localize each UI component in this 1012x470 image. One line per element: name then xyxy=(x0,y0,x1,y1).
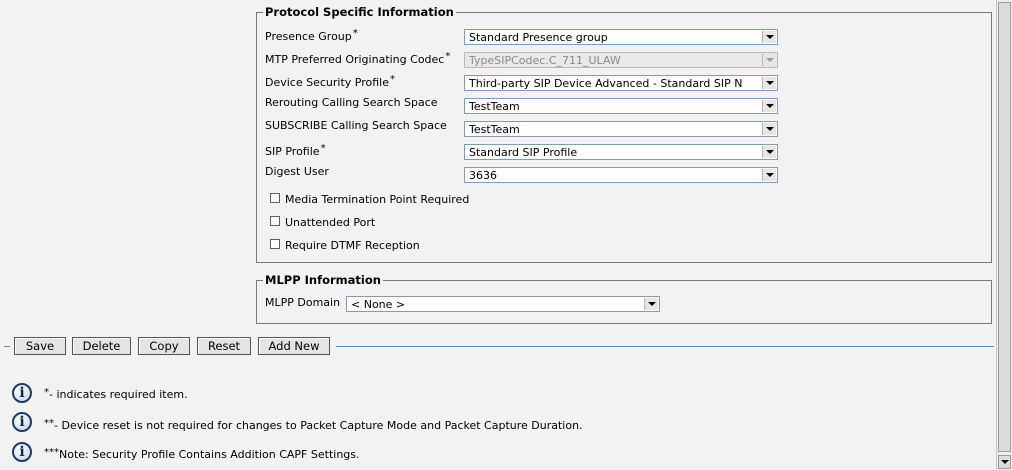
mlpp-legend: MLPP Information xyxy=(265,273,381,287)
mtp-required-checkbox[interactable] xyxy=(270,193,280,203)
mtp-codec-select: TypeSIPCodec.C_711_ULAW xyxy=(464,52,778,68)
chevron-down-icon[interactable] xyxy=(762,31,776,43)
info-icon: i xyxy=(12,412,32,432)
device-security-profile-label: Device Security Profile* xyxy=(265,74,395,89)
mlpp-domain-select[interactable]: < None > xyxy=(346,296,660,312)
subscribe-css-select[interactable]: TestTeam xyxy=(464,121,778,137)
scroll-down-arrow-icon[interactable] xyxy=(998,455,1011,469)
unattended-port-label: Unattended Port xyxy=(285,216,376,229)
copy-button[interactable]: Copy xyxy=(138,337,190,355)
presence-group-select[interactable]: Standard Presence group xyxy=(464,29,778,45)
save-button[interactable]: Save xyxy=(14,337,66,355)
reset-button[interactable]: Reset xyxy=(197,337,251,355)
rerouting-css-select[interactable]: TestTeam xyxy=(464,98,778,114)
sip-profile-label: SIP Profile* xyxy=(265,143,326,158)
mtp-codec-label: MTP Preferred Originating Codec* xyxy=(265,51,451,66)
button-bar-divider-left xyxy=(4,346,10,347)
protocol-specific-legend: Protocol Specific Information xyxy=(265,5,454,19)
chevron-down-icon[interactable] xyxy=(644,298,658,310)
rerouting-css-label: Rerouting Calling Search Space xyxy=(265,96,438,109)
scrollbar-thumb[interactable] xyxy=(998,2,1011,452)
info-icon: i xyxy=(12,442,32,462)
digest-user-select[interactable]: 3636 xyxy=(464,167,778,183)
button-bar-divider xyxy=(336,346,994,347)
chevron-down-icon[interactable] xyxy=(762,123,776,135)
add-new-button[interactable]: Add New xyxy=(258,337,330,355)
presence-group-label: Presence Group* xyxy=(265,28,358,43)
require-dtmf-label: Require DTMF Reception xyxy=(285,239,420,252)
chevron-down-icon[interactable] xyxy=(762,100,776,112)
require-dtmf-checkbox[interactable] xyxy=(270,239,280,249)
vertical-scrollbar[interactable] xyxy=(996,0,1012,470)
info-icon: i xyxy=(12,383,32,403)
note-device-reset: **- Device reset is not required for changes to Packet Capture Mode and Packet Capture Duration. xyxy=(44,418,583,432)
digest-user-label: Digest User xyxy=(265,165,329,178)
device-security-profile-select[interactable]: Third-party SIP Device Advanced - Standard SIP N xyxy=(464,75,778,91)
note-required: *- indicates required item. xyxy=(44,387,188,401)
chevron-down-icon[interactable] xyxy=(762,146,776,158)
chevron-down-icon[interactable] xyxy=(762,77,776,89)
note-security-profile: ***Note: Security Profile Contains Addition CAPF Settings. xyxy=(44,447,360,461)
delete-button[interactable]: Delete xyxy=(72,337,131,355)
mtp-required-label: Media Termination Point Required xyxy=(285,193,470,206)
mlpp-domain-label: MLPP Domain xyxy=(265,296,341,309)
chevron-down-icon[interactable] xyxy=(762,169,776,181)
subscribe-css-label: SUBSCRIBE Calling Search Space xyxy=(265,119,447,132)
chevron-down-icon xyxy=(762,54,776,66)
sip-profile-select[interactable]: Standard SIP Profile xyxy=(464,144,778,160)
unattended-port-checkbox[interactable] xyxy=(270,216,280,226)
